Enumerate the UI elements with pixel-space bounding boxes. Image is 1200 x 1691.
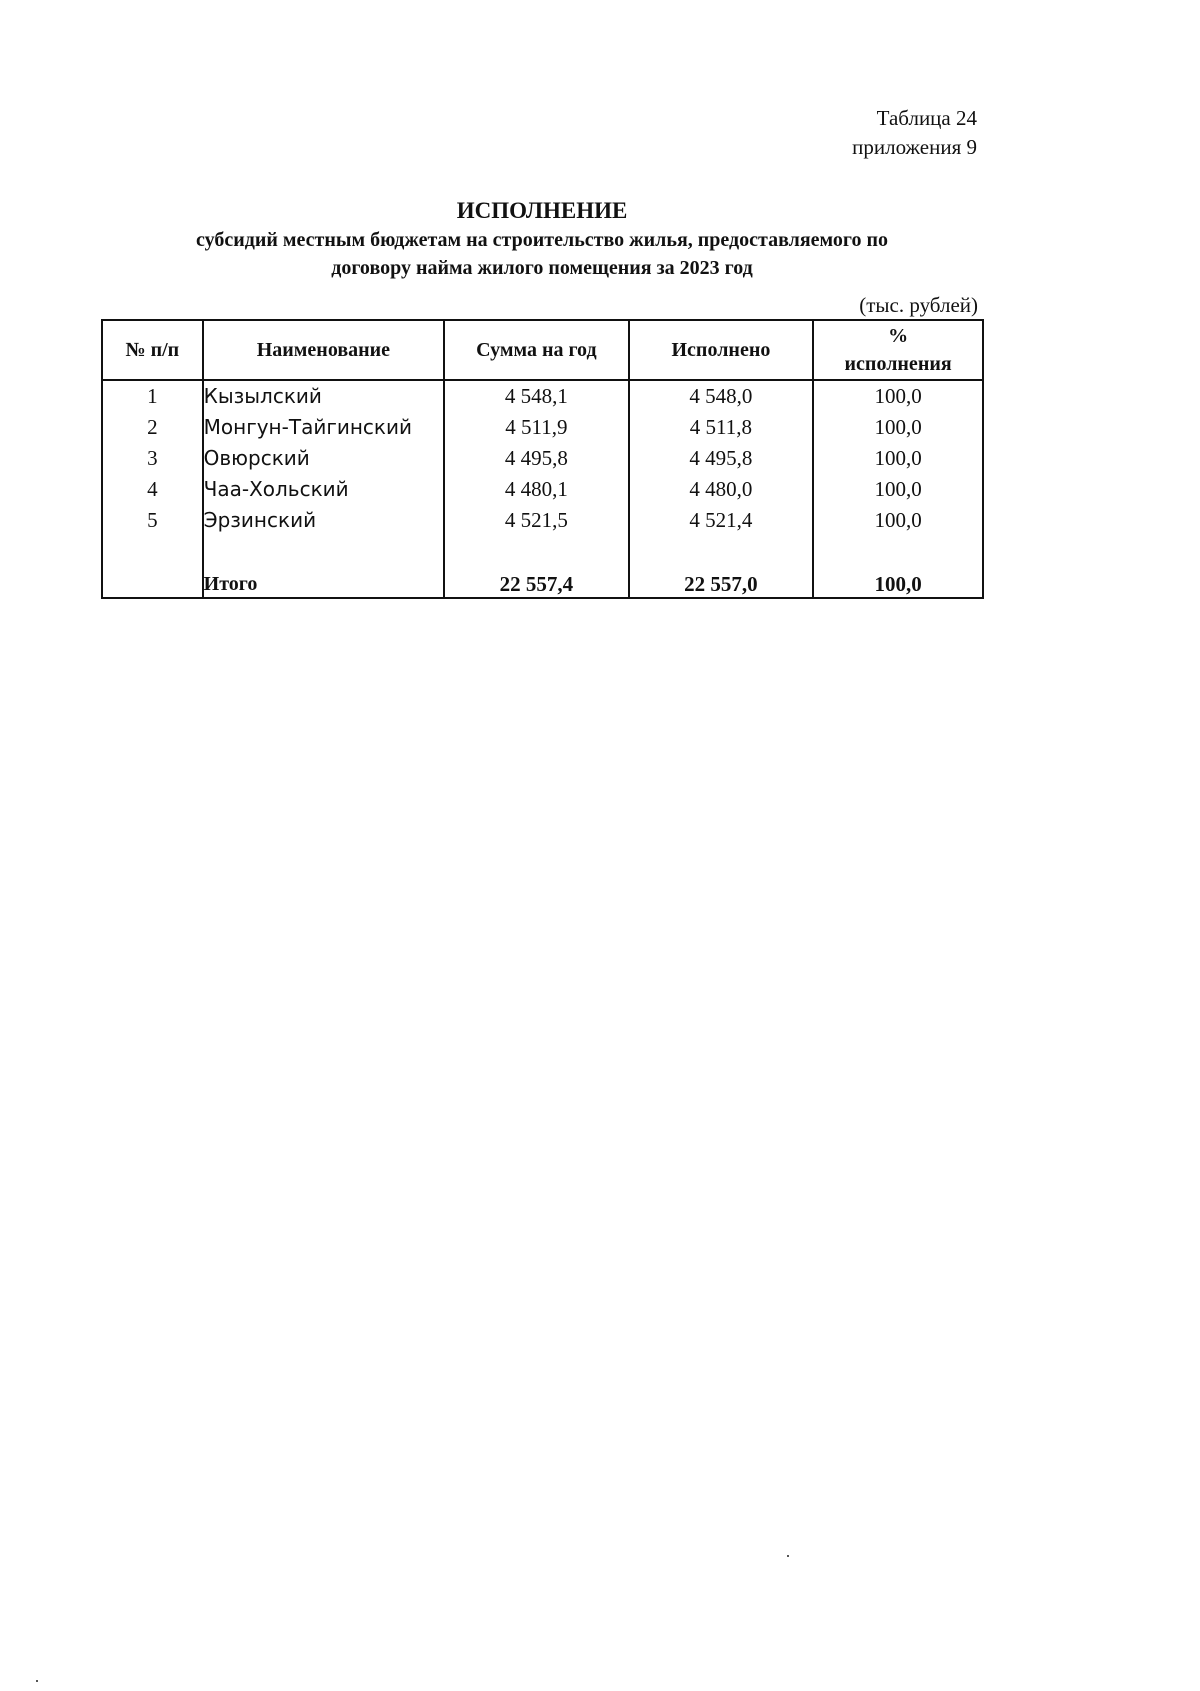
total-label: Итого xyxy=(203,567,445,598)
title-main: ИСПОЛНЕНИЕ xyxy=(456,198,628,223)
total-pct: 100,0 xyxy=(813,567,983,598)
cell-pct: 100,0 xyxy=(813,505,983,536)
col-header-num: № п/п xyxy=(102,320,203,380)
table-row xyxy=(102,505,983,536)
execution-table xyxy=(101,319,984,599)
spacer-cell xyxy=(629,536,814,567)
table-total-row xyxy=(102,567,983,598)
spacer-cell xyxy=(444,536,628,567)
table-number: Таблица 24 xyxy=(876,106,977,130)
cell-done: 4 511,8 xyxy=(629,412,814,443)
cell-num: 4 xyxy=(102,474,203,505)
cell-num: 5 xyxy=(102,505,203,536)
cell-num: 1 xyxy=(102,380,203,412)
total-done: 22 557,0 xyxy=(629,567,814,598)
table-row xyxy=(102,380,983,412)
cell-sum: 4 511,9 xyxy=(444,412,628,443)
cell-sum: 4 480,1 xyxy=(444,474,628,505)
cell-num: 3 xyxy=(102,443,203,474)
total-sum: 22 557,4 xyxy=(444,567,628,598)
units-label: (тыс. рублей) xyxy=(859,293,978,317)
col-header-pct-label: исполнения xyxy=(844,353,952,375)
table-header-row xyxy=(102,320,983,380)
cell-done: 4 495,8 xyxy=(629,443,814,474)
title-line-2: договору найма жилого помещения за 2023 год xyxy=(331,257,753,279)
col-header-pct-sign: % xyxy=(888,325,909,347)
cell-name: Чаа-Хольский xyxy=(203,474,445,505)
cell-sum: 4 521,5 xyxy=(444,505,628,536)
table-label xyxy=(852,104,977,162)
cell-name: Эрзинский xyxy=(203,505,445,536)
appendix-label: приложения 9 xyxy=(852,135,977,159)
col-header-pct xyxy=(813,320,983,380)
table-row xyxy=(102,474,983,505)
document-title xyxy=(101,196,983,282)
cell-done: 4 480,0 xyxy=(629,474,814,505)
cell-name: Монгун-Тайгинский xyxy=(203,412,445,443)
total-num-cell xyxy=(102,567,203,598)
cell-done: 4 521,4 xyxy=(629,505,814,536)
table-row xyxy=(102,412,983,443)
cell-pct: 100,0 xyxy=(813,474,983,505)
title-line-1: субсидий местным бюджетам на строительство жилья, предоставляемого по xyxy=(195,229,889,251)
cell-pct: 100,0 xyxy=(813,412,983,443)
col-header-sum: Сумма на год xyxy=(444,320,628,380)
table-spacer-row xyxy=(102,536,983,567)
cell-name: Овюрский xyxy=(203,443,445,474)
cell-done: 4 548,0 xyxy=(629,380,814,412)
cell-sum: 4 495,8 xyxy=(444,443,628,474)
table-row xyxy=(102,443,983,474)
spacer-cell xyxy=(813,536,983,567)
col-header-done: Исполнено xyxy=(629,320,814,380)
scan-speck xyxy=(36,1680,38,1682)
cell-pct: 100,0 xyxy=(813,443,983,474)
cell-sum: 4 548,1 xyxy=(444,380,628,412)
cell-name: Кызылский xyxy=(203,380,445,412)
col-header-name: Наименование xyxy=(203,320,445,380)
cell-pct: 100,0 xyxy=(813,380,983,412)
spacer-cell xyxy=(102,536,203,567)
scan-speck xyxy=(787,1555,789,1557)
spacer-cell xyxy=(203,536,445,567)
cell-num: 2 xyxy=(102,412,203,443)
